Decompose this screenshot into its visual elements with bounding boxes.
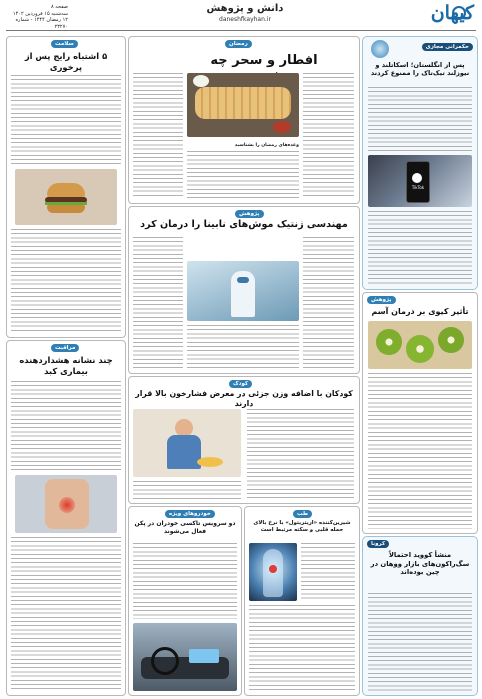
text-children-left <box>133 481 241 499</box>
bread-image <box>187 73 299 137</box>
tag-overeating: سلامت <box>51 40 78 48</box>
text-taxi-top <box>133 543 237 619</box>
headline-warning: چند نشانه هشداردهنده بیماری کبد <box>19 355 113 376</box>
text-tiktok-1 <box>368 87 472 153</box>
tag-children: کودک <box>229 380 252 388</box>
plate-shape <box>197 457 223 467</box>
headline-kiwi: تأثیر کیوی بر درمان آسم <box>371 307 469 316</box>
tag-taxi: خودروهای ویژه <box>165 510 215 518</box>
text-bread-right <box>303 73 354 199</box>
page-info <box>8 4 68 30</box>
kiwi-fruit-3 <box>438 327 464 353</box>
tag-tiktok: حکمرانی مجازی <box>422 43 473 51</box>
text-tiktok-2 <box>368 211 472 285</box>
text-gene-right <box>303 237 354 369</box>
tag-kiwi: پژوهش <box>367 296 396 304</box>
issue-line: ۱۲ رمضان ۱۴۴۴ - شماره ۲۳۲۷۰ <box>15 17 68 30</box>
kiwi-image <box>368 321 472 369</box>
text-warning-top <box>11 381 121 471</box>
text-gene-left <box>133 237 183 369</box>
section-title: دانش و پژوهش <box>206 3 284 14</box>
body-silhouette <box>263 549 283 597</box>
flatbread-shape <box>195 87 291 119</box>
article-kiwi <box>362 292 478 534</box>
article-taxi <box>128 506 242 696</box>
headline-bread: افطار و سحر چه <box>210 53 318 68</box>
heart-image <box>249 543 297 601</box>
kiwi-fruit-2 <box>406 335 434 363</box>
hokmrani-icon <box>371 40 389 58</box>
logo-text: کیهان <box>430 2 474 24</box>
subhead-bread: وعده‌های رمضان را بشناسید <box>234 143 299 148</box>
bowl-2 <box>273 121 291 133</box>
tag-bread: رمضان <box>225 40 252 48</box>
headline-overeating: ۵ اشتباه رایج پس از پرخوری <box>24 51 108 72</box>
article-warning <box>6 340 126 696</box>
text-covid <box>368 593 472 691</box>
tiktok-logo-icon <box>412 173 422 183</box>
text-overeating-bottom <box>11 229 121 333</box>
page-label: صفحه ۸ <box>51 4 68 10</box>
child-image <box>133 409 241 477</box>
article-overeating <box>6 36 126 338</box>
text-heart-top <box>301 543 355 601</box>
text-bread-left <box>133 73 183 199</box>
headline-taxi: دو سرویس تاکسی خودران در پکن فعال می‌شوند <box>134 520 236 535</box>
article-children <box>128 376 360 504</box>
headline-gene: مهندسی ژنتیک موش‌های نابینا را درمان کرد <box>140 219 348 230</box>
abdomen-image <box>15 475 117 533</box>
bowl-1 <box>193 75 209 87</box>
site-url[interactable]: daneshfkayhan.ir <box>219 16 271 23</box>
article-heart <box>244 506 360 696</box>
tag-heart: طب <box>293 510 312 518</box>
date-line: سه‌شنبه ۱۵ فروردین ۱۴۰۲ <box>12 10 68 17</box>
headline-covid: منشأ کووید احتمالاً سگ‌راکون‌های بازار ووهان در چین بوده‌اند <box>370 551 470 577</box>
steering-wheel-icon <box>151 647 179 675</box>
heart-icon <box>269 565 277 573</box>
headline-children: کودکان با اضافه وزن جزئی در معرض فشارخون بالا قرار دارند <box>135 389 353 408</box>
article-gene <box>128 206 360 374</box>
article-bread <box>128 36 360 204</box>
headline-tiktok: پس از انگلستان؛ اسکاتلند و نیوزلند تیک‌تاک را ممنوع کردند <box>370 61 470 78</box>
lab-image <box>187 261 299 321</box>
tiktok-phone-image <box>368 155 472 207</box>
text-bread-mid <box>187 151 299 199</box>
logo-swirl-icon <box>452 6 466 20</box>
tag-warning: مراقبت <box>51 344 79 352</box>
mask-shape <box>237 277 249 283</box>
screen-shape <box>189 649 219 663</box>
header-rule <box>6 30 476 31</box>
text-overeating-top <box>11 75 121 165</box>
pain-spot-icon <box>59 497 75 513</box>
text-children-right <box>247 409 354 499</box>
kiwi-fruit-1 <box>376 329 402 355</box>
tag-covid: کرونا <box>367 540 389 548</box>
tag-gene: پژوهش <box>235 210 264 218</box>
text-gene-mid <box>187 325 299 369</box>
text-warning-bottom <box>11 537 121 691</box>
burger-bun <box>47 183 85 197</box>
text-heart-bottom <box>249 605 355 691</box>
headline-heart: شیرین‌کننده «اریتریتول» با نرخ بالای حمله قلبی و سکته مرتبط است <box>253 520 351 533</box>
burger-image <box>15 169 117 225</box>
child-body <box>167 435 201 469</box>
text-kiwi <box>368 373 472 529</box>
article-tiktok <box>362 36 478 290</box>
article-covid <box>362 536 478 696</box>
tiktok-logo-word: TikTok <box>411 185 425 190</box>
taxi-image <box>133 623 237 691</box>
burger-bottom <box>47 205 85 213</box>
